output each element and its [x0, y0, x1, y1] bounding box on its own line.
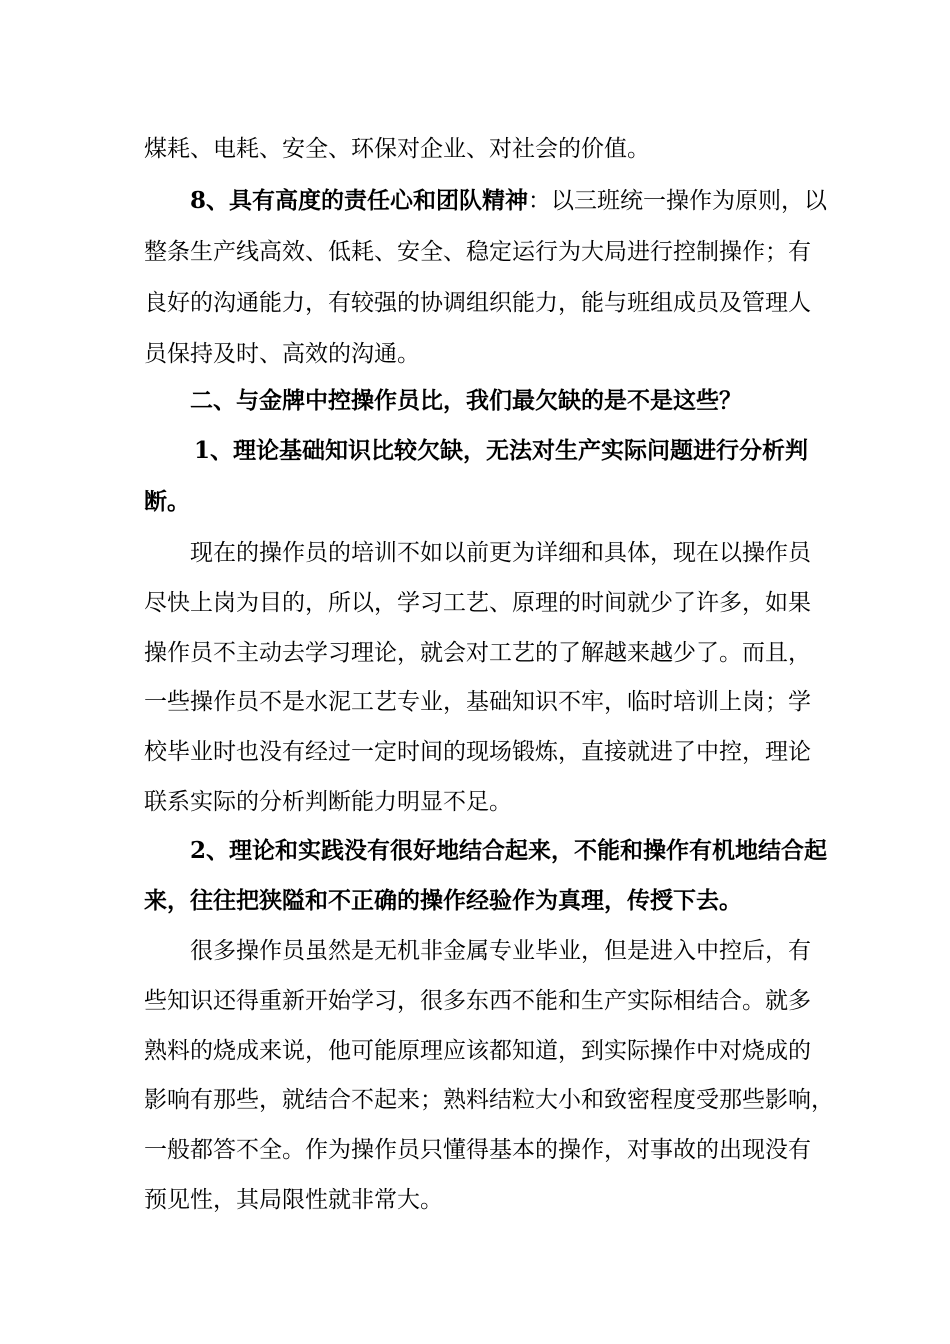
paragraph-practice-line-3: 熟料的烧成来说，他可能原理应该都知道，到实际操作中对烧成的 [144, 1038, 811, 1064]
paragraph-training-line-2: 尽快上岗为目的，所以，学习工艺、原理的时间就少了许多，如果 [144, 590, 811, 616]
subheading-1-line-1: 1、理论基础知识比较欠缺，无法对生产实际问题进行分析判 [194, 437, 809, 464]
subheading-1-line-2: 断。 [144, 488, 190, 515]
paragraph-training-line-4: 一些操作员不是水泥工艺专业，基础知识不牢，临时培训上岗；学 [144, 689, 811, 715]
subheading-2-line-1: 2、理论和实践没有很好地结合起来，不能和操作有机地结合起 [190, 837, 828, 864]
paragraph-practice-line-2: 些知识还得重新开始学习，很多东西不能和生产实际相结合。就多 [144, 988, 811, 1014]
subheading-2-line-2: 来，往往把狭隘和不正确的操作经验作为真理，传授下去。 [144, 887, 742, 914]
paragraph-training-line-1: 现在的操作员的培训不如以前更为详细和具体，现在以操作员 [190, 540, 811, 566]
paragraph-8-line-4: 员保持及时、高效的沟通。 [144, 341, 420, 367]
paragraph-8-line-1 [190, 186, 828, 216]
paragraph-training-line-5: 校毕业时也没有经过一定时间的现场锻炼，直接就进了中控，理论 [144, 739, 811, 765]
paragraph-8-text: ：以三班统一操作为原则，以 [528, 188, 828, 214]
section-heading-2: 二、与金牌中控操作员比，我们最欠缺的是不是这些？ [190, 387, 742, 414]
paragraph-practice-line-6: 预见性，其局限性就非常大。 [144, 1187, 443, 1213]
paragraph-practice-line-1: 很多操作员虽然是无机非金属专业毕业，但是进入中控后，有 [190, 938, 811, 964]
paragraph-practice-line-5: 一般都答不全。作为操作员只懂得基本的操作，对事故的出现没有 [144, 1137, 811, 1163]
paragraph-training-line-6: 联系实际的分析判断能力明显不足。 [144, 789, 512, 815]
paragraph-8-line-2: 整条生产线高效、低耗、安全、稳定运行为大局进行控制操作；有 [144, 239, 811, 265]
paragraph-continuation-line: 煤耗、电耗、安全、环保对企业、对社会的价值。 [144, 136, 650, 162]
paragraph-8-lead: 8、具有高度的责任心和团队精神 [190, 187, 529, 214]
paragraph-practice-line-4: 影响有那些，就结合不起来；熟料结粒大小和致密程度受那些影响， [144, 1087, 834, 1113]
paragraph-8-line-3: 良好的沟通能力，有较强的协调组织能力，能与班组成员及管理人 [144, 290, 811, 316]
paragraph-training-line-3: 操作员不主动去学习理论，就会对工艺的了解越来越少了。而且， [144, 640, 811, 666]
